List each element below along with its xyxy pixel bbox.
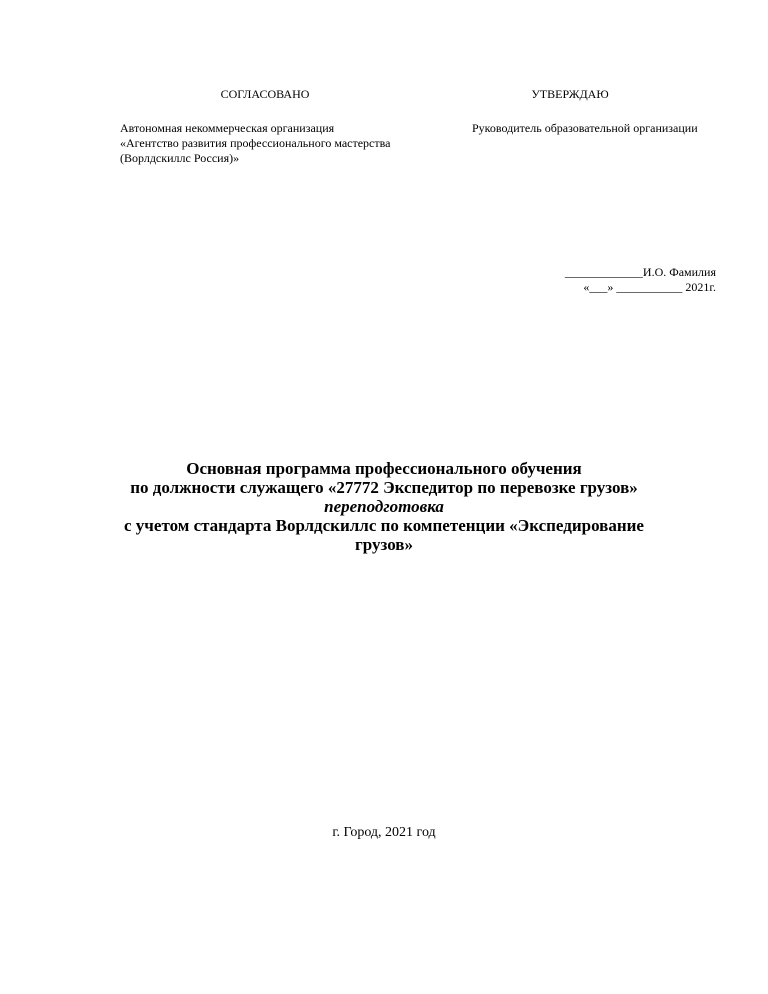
title-line-2: по должности служащего «27772 Экспедитор по перевозке грузов» xyxy=(130,478,638,497)
date-line: «___» ___________ 2021г. xyxy=(583,280,716,294)
title-line-5: грузов» xyxy=(355,535,413,554)
title-line-1: Основная программа профессионального обучения xyxy=(186,459,582,478)
approved-heading: СОГЛАСОВАНО xyxy=(220,87,310,101)
signature-block xyxy=(565,265,716,295)
title-line-4: с учетом стандарта Ворлдскиллс по компетенции «Экспедирование xyxy=(124,516,644,535)
org-line-3: (Ворлдскиллс Россия)» xyxy=(120,151,240,165)
title-line-3: переподготовка xyxy=(324,497,444,516)
signature-line: _____________И.О. Фамилия xyxy=(564,265,716,279)
agreeing-organization-block xyxy=(120,121,420,166)
program-title-block xyxy=(80,459,688,554)
confirm-heading: УТВЕРЖДАЮ xyxy=(531,87,609,101)
org-line-2: «Агентство развития профессионального мастерства xyxy=(120,136,391,150)
footer-city-year: г. Город, 2021 год xyxy=(332,825,436,840)
org-line-1: Автономная некоммерческая организация xyxy=(120,121,335,135)
head-role-label: Руководитель образовательной организации xyxy=(472,121,698,135)
